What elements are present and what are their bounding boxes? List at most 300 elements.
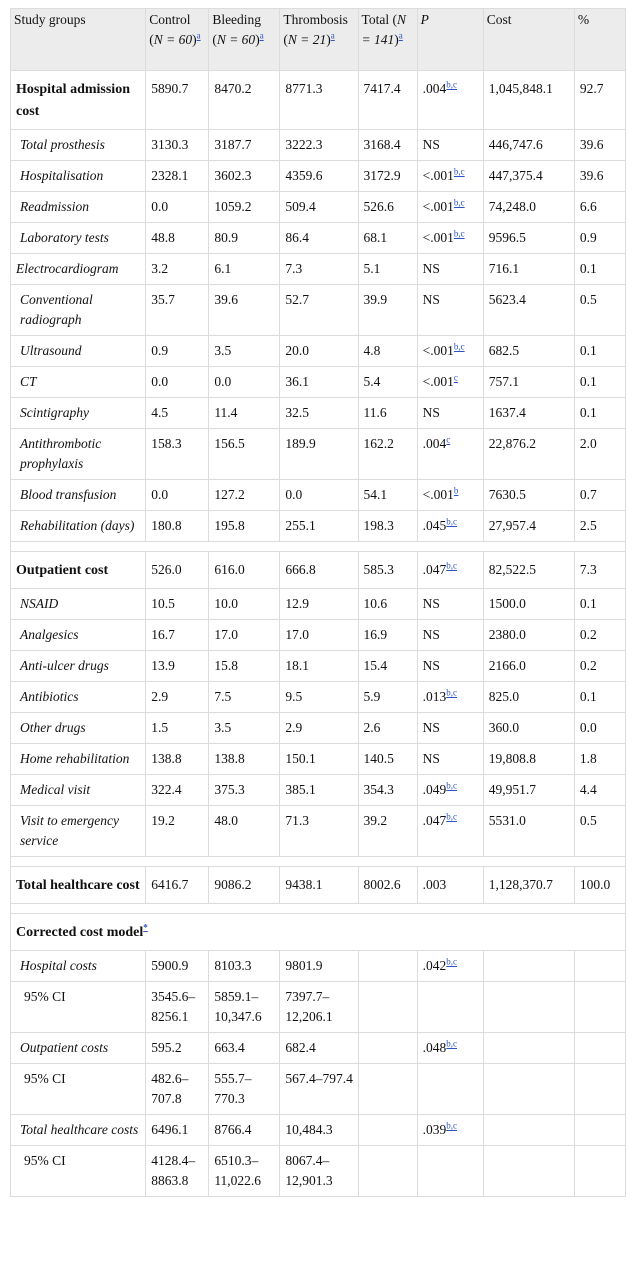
value-cell: 54.1 [358, 480, 417, 511]
value-cell: 92.7 [574, 71, 625, 130]
value-cell: 3.2 [146, 254, 209, 285]
ci-cell: 567.4–797.4 [280, 1064, 358, 1115]
ci-cell: 6510.3–11,022.6 [209, 1146, 280, 1197]
footnote-link[interactable]: b,c [446, 956, 458, 967]
value-cell: 5.4 [358, 367, 417, 398]
value-cell: 682.5 [483, 336, 574, 367]
table-row [11, 552, 626, 589]
p-value: .048 [422, 1040, 447, 1055]
table-row [11, 223, 626, 254]
value-cell: 7417.4 [358, 71, 417, 130]
value-cell: 52.7 [280, 285, 358, 336]
p-value: .004 [422, 81, 447, 96]
value-cell: 0.0 [146, 480, 209, 511]
p-value: NS [422, 596, 440, 611]
value-cell: 3.5 [209, 336, 280, 367]
value-cell: 180.8 [146, 511, 209, 542]
p-value: NS [422, 627, 440, 642]
p-value-cell [417, 713, 483, 744]
value-cell: 3168.4 [358, 130, 417, 161]
value-cell: 100.0 [574, 867, 625, 904]
row-label: Antibiotics [11, 682, 146, 713]
table-row [11, 1033, 626, 1064]
footnote-link[interactable]: b,c [453, 166, 465, 177]
value-cell: 5623.4 [483, 285, 574, 336]
value-cell: 360.0 [483, 713, 574, 744]
row-label: Visit to emergency service [11, 806, 146, 857]
value-cell: 0.2 [574, 651, 625, 682]
p-value-cell [417, 806, 483, 857]
table-row [11, 1115, 626, 1146]
footnote-link[interactable]: * [143, 922, 148, 933]
row-label: Conventional radiograph [11, 285, 146, 336]
header-bleeding: Bleeding (N = 60)$^a$ [209, 9, 280, 71]
p-value: .047 [422, 562, 447, 577]
row-label: Readmission [11, 192, 146, 223]
p-value: <.001 [422, 230, 454, 245]
value-cell: 3602.3 [209, 161, 280, 192]
value-cell: 36.1 [280, 367, 358, 398]
p-value: .047 [422, 813, 447, 828]
value-cell [358, 951, 417, 982]
row-label: 95% CI [11, 1064, 146, 1115]
value-cell [358, 1033, 417, 1064]
ci-cell: 4128.4–8863.8 [146, 1146, 209, 1197]
value-cell: 526.0 [146, 552, 209, 589]
ci-row [11, 1146, 626, 1197]
value-cell: 9.5 [280, 682, 358, 713]
footnote-link[interactable]: b,c [446, 687, 458, 698]
value-cell: 0.5 [574, 806, 625, 857]
value-cell: 10.6 [358, 589, 417, 620]
value-cell: 86.4 [280, 223, 358, 254]
row-label: Antithrombotic prophylaxis [11, 429, 146, 480]
p-value: NS [422, 751, 440, 766]
value-cell: 3187.7 [209, 130, 280, 161]
value-cell [574, 1064, 625, 1115]
p-value-cell [417, 254, 483, 285]
value-cell: 68.1 [358, 223, 417, 254]
value-cell: 385.1 [280, 775, 358, 806]
value-cell [417, 982, 483, 1033]
row-label: Scintigraphy [11, 398, 146, 429]
value-cell: 1,045,848.1 [483, 71, 574, 130]
value-cell: 11.4 [209, 398, 280, 429]
value-cell: 682.4 [280, 1033, 358, 1064]
value-cell: 526.6 [358, 192, 417, 223]
value-cell: 8103.3 [209, 951, 280, 982]
p-value-cell [417, 480, 483, 511]
value-cell: 8771.3 [280, 71, 358, 130]
cost-table [10, 8, 626, 1197]
value-cell: 663.4 [209, 1033, 280, 1064]
row-label: CT [11, 367, 146, 398]
p-value-cell [417, 367, 483, 398]
p-value-cell [417, 285, 483, 336]
table-row [11, 480, 626, 511]
value-cell: 447,375.4 [483, 161, 574, 192]
value-cell: 127.2 [209, 480, 280, 511]
p-value-cell [417, 223, 483, 254]
p-value-cell [417, 71, 483, 130]
value-cell: 82,522.5 [483, 552, 574, 589]
value-cell [574, 982, 625, 1033]
value-cell: 48.0 [209, 806, 280, 857]
value-cell: 15.4 [358, 651, 417, 682]
value-cell: 4.8 [358, 336, 417, 367]
value-cell: 5900.9 [146, 951, 209, 982]
value-cell: 39.6 [574, 130, 625, 161]
row-label: Total healthcare cost [11, 867, 146, 904]
row-label: Other drugs [11, 713, 146, 744]
ci-cell: 5859.1–10,347.6 [209, 982, 280, 1033]
value-cell: 20.0 [280, 336, 358, 367]
table-body [11, 71, 626, 1197]
value-cell: 2.0 [574, 429, 625, 480]
value-cell: 1.5 [146, 713, 209, 744]
p-value: NS [422, 405, 440, 420]
row-label: Anti-ulcer drugs [11, 651, 146, 682]
ci-cell: 555.7–770.3 [209, 1064, 280, 1115]
p-value: .042 [422, 958, 447, 973]
p-value: .003 [422, 877, 447, 892]
table-row [11, 161, 626, 192]
value-cell: 7630.5 [483, 480, 574, 511]
p-value-cell [417, 867, 483, 904]
row-label: Ultrasound [11, 336, 146, 367]
value-cell [483, 1064, 574, 1115]
value-cell: 16.7 [146, 620, 209, 651]
value-cell: 2.5 [574, 511, 625, 542]
value-cell: 39.9 [358, 285, 417, 336]
p-value-cell [417, 429, 483, 480]
row-label: Outpatient cost [11, 552, 146, 589]
table-row [11, 806, 626, 857]
value-cell: 2.9 [280, 713, 358, 744]
table-row [11, 192, 626, 223]
footnote-a-link[interactable]: a [330, 30, 335, 41]
value-cell: 757.1 [483, 367, 574, 398]
value-cell: 9596.5 [483, 223, 574, 254]
value-cell: 0.0 [209, 367, 280, 398]
p-value-cell [417, 161, 483, 192]
value-cell: 150.1 [280, 744, 358, 775]
table-row [11, 914, 626, 951]
ci-cell: 482.6–707.8 [146, 1064, 209, 1115]
value-cell: 35.7 [146, 285, 209, 336]
value-cell: 0.1 [574, 682, 625, 713]
value-cell: 39.6 [209, 285, 280, 336]
footnote-link[interactable]: b,c [446, 780, 458, 791]
spacer-row [11, 904, 626, 914]
value-cell: 0.1 [574, 589, 625, 620]
value-cell: 7.3 [574, 552, 625, 589]
value-cell [483, 1115, 574, 1146]
value-cell: 0.7 [574, 480, 625, 511]
p-value-cell [417, 398, 483, 429]
value-cell: 2166.0 [483, 651, 574, 682]
value-cell: 7.5 [209, 682, 280, 713]
table-row [11, 620, 626, 651]
value-cell: 80.9 [209, 223, 280, 254]
value-cell: 74,248.0 [483, 192, 574, 223]
value-cell: 140.5 [358, 744, 417, 775]
table-row [11, 713, 626, 744]
value-cell [358, 982, 417, 1033]
footnote-a-link[interactable]: a [196, 30, 201, 41]
row-label: Electrocardiogram [11, 254, 146, 285]
spacer-row [11, 542, 626, 552]
value-cell: 616.0 [209, 552, 280, 589]
value-cell: 8002.6 [358, 867, 417, 904]
footnote-link[interactable]: b,c [446, 560, 458, 571]
value-cell: 0.0 [146, 192, 209, 223]
value-cell: 0.0 [146, 367, 209, 398]
footnote-link[interactable]: b,c [453, 197, 465, 208]
row-label: Total healthcare costs [11, 1115, 146, 1146]
value-cell: 17.0 [280, 620, 358, 651]
value-cell: 158.3 [146, 429, 209, 480]
value-cell: 3172.9 [358, 161, 417, 192]
value-cell: 8766.4 [209, 1115, 280, 1146]
value-cell: 509.4 [280, 192, 358, 223]
value-cell [483, 951, 574, 982]
value-cell: 5.1 [358, 254, 417, 285]
p-value: .049 [422, 782, 447, 797]
footnote-link[interactable]: b,c [453, 341, 465, 352]
value-cell: 189.9 [280, 429, 358, 480]
table-row [11, 254, 626, 285]
p-value: <.001 [422, 343, 454, 358]
table-row [11, 336, 626, 367]
p-value-cell [417, 620, 483, 651]
value-cell: 9438.1 [280, 867, 358, 904]
p-value: NS [422, 292, 440, 307]
footnote-link[interactable]: b,c [446, 79, 458, 90]
value-cell: 6.1 [209, 254, 280, 285]
value-cell: 5890.7 [146, 71, 209, 130]
row-label: Laboratory tests [11, 223, 146, 254]
value-cell: 1.8 [574, 744, 625, 775]
value-cell: 2.6 [358, 713, 417, 744]
value-cell: 0.2 [574, 620, 625, 651]
p-value: NS [422, 137, 440, 152]
ci-cell: 8067.4–12,901.3 [280, 1146, 358, 1197]
value-cell: 595.2 [146, 1033, 209, 1064]
value-cell: 19.2 [146, 806, 209, 857]
ci-cell: 3545.6–8256.1 [146, 982, 209, 1033]
table-row [11, 651, 626, 682]
row-label: Hospital costs [11, 951, 146, 982]
value-cell: 12.9 [280, 589, 358, 620]
table-row [11, 951, 626, 982]
ci-row [11, 1064, 626, 1115]
value-cell: 9801.9 [280, 951, 358, 982]
value-cell: 6416.7 [146, 867, 209, 904]
value-cell: 375.3 [209, 775, 280, 806]
value-cell: 198.3 [358, 511, 417, 542]
value-cell: 195.8 [209, 511, 280, 542]
footnote-link[interactable]: b,c [453, 228, 465, 239]
footnote-a-link[interactable]: a [259, 30, 264, 41]
value-cell: 6496.1 [146, 1115, 209, 1146]
table-row [11, 429, 626, 480]
value-cell: 10.5 [146, 589, 209, 620]
value-cell: 22,876.2 [483, 429, 574, 480]
value-cell: 19,808.8 [483, 744, 574, 775]
row-label: Blood transfusion [11, 480, 146, 511]
value-cell: 0.5 [574, 285, 625, 336]
value-cell [483, 1033, 574, 1064]
table-row [11, 682, 626, 713]
value-cell: 2328.1 [146, 161, 209, 192]
ci-row [11, 982, 626, 1033]
value-cell: 16.9 [358, 620, 417, 651]
value-cell: 13.9 [146, 651, 209, 682]
p-value-cell [417, 511, 483, 542]
value-cell: 18.1 [280, 651, 358, 682]
p-value-cell [417, 651, 483, 682]
header-study-groups: Study groups [11, 9, 146, 71]
value-cell: 0.1 [574, 367, 625, 398]
p-value-cell [417, 589, 483, 620]
value-cell: 1637.4 [483, 398, 574, 429]
value-cell [358, 1115, 417, 1146]
value-cell: 1059.2 [209, 192, 280, 223]
ci-cell: 7397.7–12,206.1 [280, 982, 358, 1033]
value-cell: 39.2 [358, 806, 417, 857]
p-value-cell [417, 951, 483, 982]
p-value-cell [417, 744, 483, 775]
row-label: Rehabilitation (days) [11, 511, 146, 542]
value-cell: 162.2 [358, 429, 417, 480]
p-value: .045 [422, 518, 447, 533]
p-value: NS [422, 658, 440, 673]
footnote-a-link[interactable]: a [398, 30, 403, 41]
footnote-link[interactable]: b,c [446, 516, 458, 527]
row-label: Outpatient costs [11, 1033, 146, 1064]
footnote-link[interactable]: b,c [446, 1120, 458, 1131]
p-value-cell [417, 682, 483, 713]
row-label: Hospitalisation [11, 161, 146, 192]
header-p: P [417, 9, 483, 71]
value-cell: 4.5 [146, 398, 209, 429]
header-row [11, 9, 626, 71]
value-cell: 10,484.3 [280, 1115, 358, 1146]
value-cell [574, 1115, 625, 1146]
p-value: <.001 [422, 374, 454, 389]
row-label: 95% CI [11, 1146, 146, 1197]
value-cell: 3130.3 [146, 130, 209, 161]
value-cell: 446,747.6 [483, 130, 574, 161]
value-cell: 585.3 [358, 552, 417, 589]
p-value-cell [417, 1033, 483, 1064]
value-cell [417, 1146, 483, 1197]
value-cell: 27,957.4 [483, 511, 574, 542]
value-cell [483, 1146, 574, 1197]
value-cell: 5.9 [358, 682, 417, 713]
value-cell: 156.5 [209, 429, 280, 480]
footnote-link[interactable]: c [453, 372, 458, 383]
p-value-cell [417, 192, 483, 223]
table-row [11, 367, 626, 398]
footnote-link[interactable]: b,c [446, 1038, 458, 1049]
value-cell: 15.8 [209, 651, 280, 682]
table-row [11, 744, 626, 775]
header-total: Total (N = 141)$^a$ [358, 9, 417, 71]
value-cell: 4.4 [574, 775, 625, 806]
footnote-link[interactable]: c [446, 434, 451, 445]
p-value-cell [417, 552, 483, 589]
value-cell: 4359.6 [280, 161, 358, 192]
value-cell: 0.1 [574, 254, 625, 285]
value-cell: 7.3 [280, 254, 358, 285]
value-cell: 666.8 [280, 552, 358, 589]
value-cell [574, 1146, 625, 1197]
row-label: Analgesics [11, 620, 146, 651]
table-row [11, 398, 626, 429]
value-cell: 0.0 [280, 480, 358, 511]
table-row [11, 71, 626, 130]
p-value: <.001 [422, 168, 454, 183]
p-value: .004 [422, 436, 447, 451]
p-value-cell [417, 336, 483, 367]
value-cell: 71.3 [280, 806, 358, 857]
p-value-cell [417, 1115, 483, 1146]
value-cell: 9086.2 [209, 867, 280, 904]
p-value-cell [417, 130, 483, 161]
header-thrombosis: Thrombosis (N = 21)$^a$ [280, 9, 358, 71]
value-cell: 11.6 [358, 398, 417, 429]
value-cell: 716.1 [483, 254, 574, 285]
row-label: Home rehabilitation [11, 744, 146, 775]
value-cell: 322.4 [146, 775, 209, 806]
value-cell: 0.9 [146, 336, 209, 367]
value-cell: 3222.3 [280, 130, 358, 161]
footnote-link[interactable]: b,c [446, 811, 458, 822]
value-cell: 39.6 [574, 161, 625, 192]
table-row [11, 130, 626, 161]
spacer-row [11, 857, 626, 867]
value-cell [574, 951, 625, 982]
value-cell: 0.1 [574, 336, 625, 367]
value-cell: 138.8 [146, 744, 209, 775]
p-value-cell [417, 775, 483, 806]
value-cell: 1500.0 [483, 589, 574, 620]
value-cell: 10.0 [209, 589, 280, 620]
value-cell [574, 1033, 625, 1064]
value-cell: 17.0 [209, 620, 280, 651]
value-cell: 1,128,370.7 [483, 867, 574, 904]
value-cell [358, 1146, 417, 1197]
header-cost: Cost [483, 9, 574, 71]
value-cell: 0.9 [574, 223, 625, 254]
value-cell: 138.8 [209, 744, 280, 775]
value-cell [417, 1064, 483, 1115]
table-row [11, 775, 626, 806]
row-label: NSAID [11, 589, 146, 620]
table-row [11, 511, 626, 542]
table-row [11, 285, 626, 336]
p-value: .013 [422, 689, 447, 704]
value-cell: 255.1 [280, 511, 358, 542]
value-cell: 48.8 [146, 223, 209, 254]
value-cell [358, 1064, 417, 1115]
p-value: .039 [422, 1122, 447, 1137]
footnote-link[interactable]: b [453, 485, 459, 496]
p-value: <.001 [422, 199, 454, 214]
value-cell: 49,951.7 [483, 775, 574, 806]
